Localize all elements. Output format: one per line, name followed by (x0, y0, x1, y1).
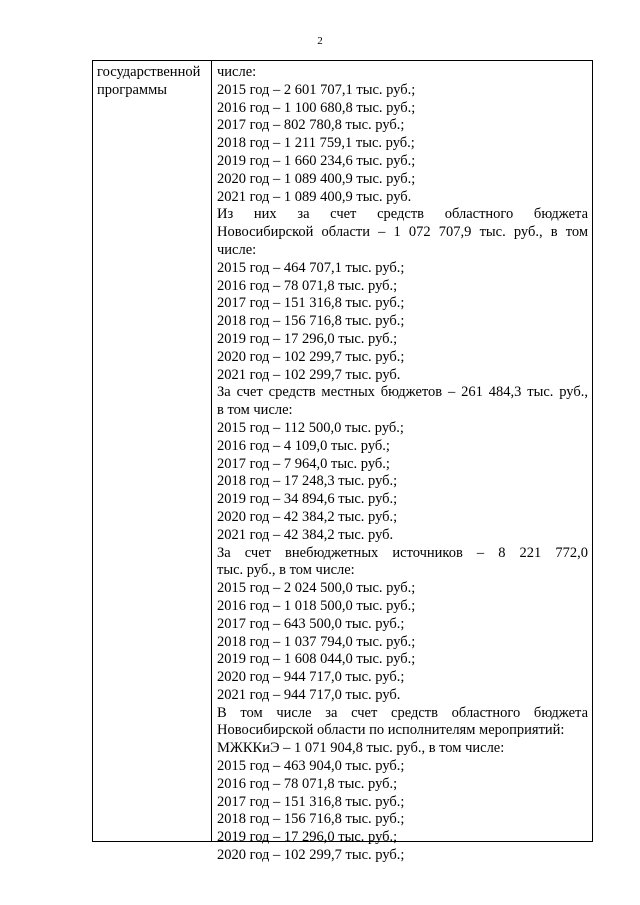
funding-line: 2018 год – 156 716,8 тыс. руб.; (217, 313, 405, 330)
funding-line: Из них за счет средств областного бюджета (217, 206, 588, 223)
funding-line: 2019 год – 17 296,0 тыс. руб.; (217, 829, 398, 846)
funding-line: 2017 год – 643 500,0 тыс. руб.; (217, 615, 405, 632)
funding-line: 2016 год – 4 109,0 тыс. руб.; (217, 437, 390, 454)
funding-line: 2017 год – 7 964,0 тыс. руб.; (217, 455, 390, 472)
program-label-cell (97, 64, 209, 100)
funding-line: 2018 год – 1 211 759,1 тыс. руб.; (217, 135, 415, 152)
funding-line: 2016 год – 78 071,8 тыс. руб.; (217, 277, 398, 294)
funding-line: 2017 год – 802 780,8 тыс. руб.; (217, 117, 405, 134)
funding-line: 2015 год – 464 707,1 тыс. руб.; (217, 259, 405, 276)
funding-line: За счет средств местных бюджетов – 261 484,3 тыс. руб., (217, 384, 588, 401)
funding-line: 2018 год – 17 248,3 тыс. руб.; (217, 473, 398, 490)
funding-line: 2020 год – 1 089 400,9 тыс. руб.; (217, 170, 416, 187)
funding-line: 2021 год – 42 384,2 тыс. руб. (217, 526, 394, 543)
label-line: программы (97, 81, 167, 98)
funding-line: 2015 год – 2 601 707,1 тыс. руб.; (217, 81, 416, 98)
funding-line: Новосибирской области – 1 072 707,9 тыс. руб., в том (217, 224, 588, 241)
funding-line: 2019 год – 34 894,6 тыс. руб.; (217, 491, 398, 508)
funding-line: 2015 год – 463 904,0 тыс. руб.; (217, 758, 405, 775)
funding-line: 2017 год – 151 316,8 тыс. руб.; (217, 295, 405, 312)
funding-line: числе: (217, 241, 257, 258)
funding-line: 2017 год – 151 316,8 тыс. руб.; (217, 793, 405, 810)
column-divider (211, 61, 212, 841)
program-table (92, 60, 593, 864)
funding-line: 2020 год – 42 384,2 тыс. руб.; (217, 508, 398, 525)
funding-line: 2016 год – 78 071,8 тыс. руб.; (217, 775, 398, 792)
funding-line: 2018 год – 156 716,8 тыс. руб.; (217, 811, 405, 828)
label-line: государственной (97, 64, 201, 80)
funding-line: 2019 год – 1 608 044,0 тыс. руб.; (217, 651, 416, 668)
funding-details-cell (217, 64, 588, 865)
funding-line: МЖККиЭ – 1 071 904,8 тыс. руб., в том числе: (217, 740, 505, 757)
funding-line: Новосибирской области по исполнителям мероприятий: (217, 722, 565, 739)
funding-line: 2021 год – 102 299,7 тыс. руб. (217, 366, 401, 383)
funding-line: В том числе за счет средств областного бюджета (217, 704, 588, 721)
funding-line: 2016 год – 1 100 680,8 тыс. руб.; (217, 99, 416, 116)
funding-line: 2020 год – 102 299,7 тыс. руб.; (217, 847, 405, 864)
funding-line: За счет внебюджетных источников – 8 221 772,0 (217, 544, 588, 561)
funding-line: 2015 год – 2 024 500,0 тыс. руб.; (217, 580, 416, 597)
funding-line: 2020 год – 102 299,7 тыс. руб.; (217, 348, 405, 365)
funding-line: 2021 год – 1 089 400,9 тыс. руб. (217, 188, 412, 205)
funding-line: 2016 год – 1 018 500,0 тыс. руб.; (217, 597, 416, 614)
funding-line: 2020 год – 944 717,0 тыс. руб.; (217, 669, 405, 686)
funding-line: 2019 год – 1 660 234,6 тыс. руб.; (217, 152, 416, 169)
funding-line: 2015 год – 112 500,0 тыс. руб.; (217, 419, 404, 436)
funding-line: 2019 год – 17 296,0 тыс. руб.; (217, 330, 398, 347)
page-number: 2 (317, 35, 323, 47)
funding-line: числе: (217, 64, 257, 80)
funding-line: тыс. руб., в том числе: (217, 562, 355, 579)
funding-line: 2018 год – 1 037 794,0 тыс. руб.; (217, 633, 416, 650)
funding-line: 2021 год – 944 717,0 тыс. руб. (217, 686, 401, 703)
funding-line: в том числе: (217, 402, 293, 419)
